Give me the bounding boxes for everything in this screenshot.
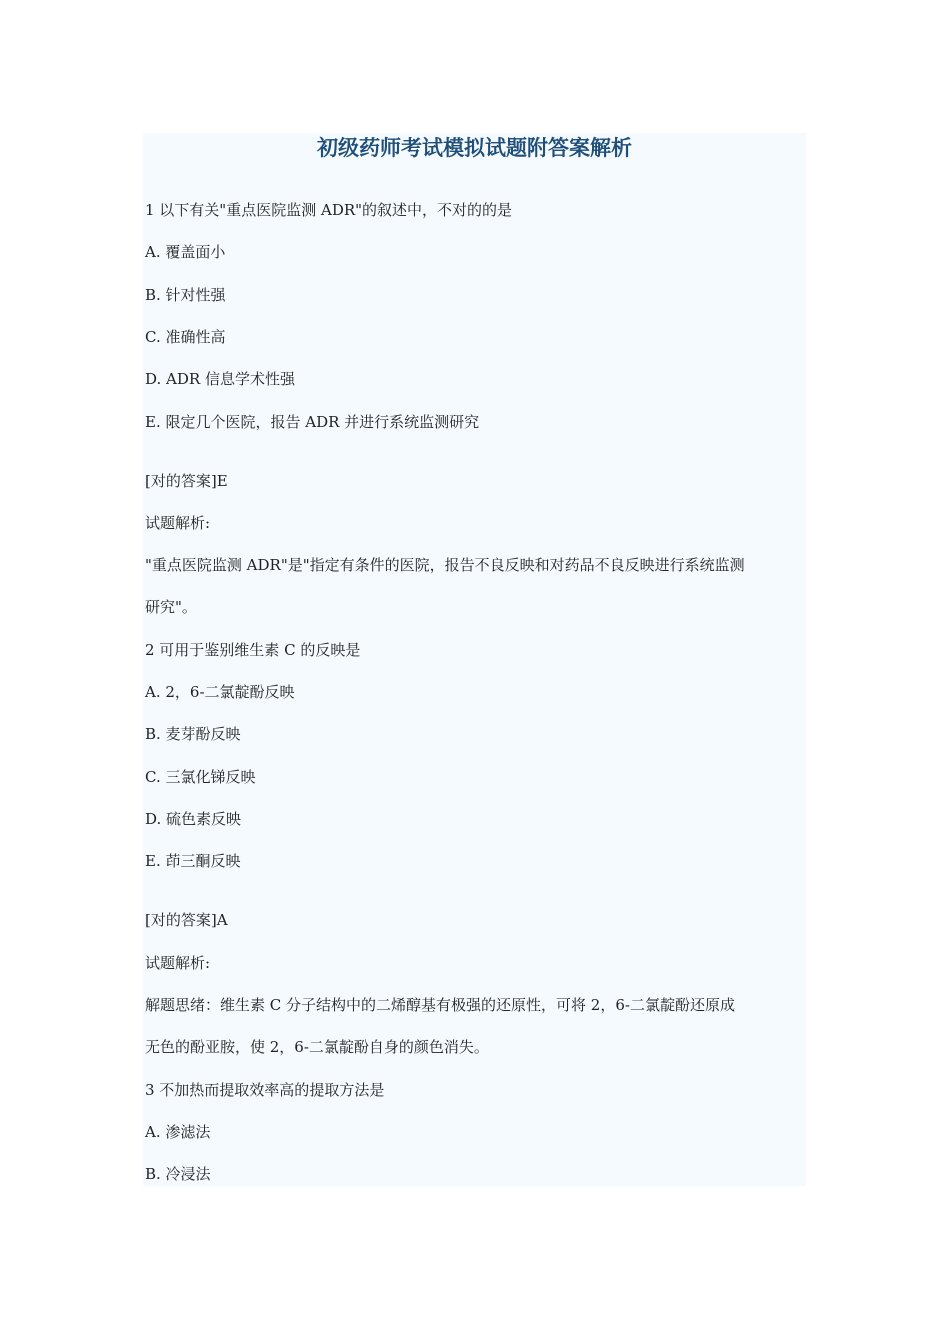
question-1: 1 以下有关"重点医院监测 ADR"的叙述中，不对的的是 (145, 201, 513, 219)
q1-option-b: B. 针对性强 (145, 286, 226, 304)
q2-analysis-line-1: 解题思绪：维生素 C 分子结构中的二烯醇基有极强的还原性，可将 2，6-二氯靛酚还原成 (145, 996, 735, 1014)
q2-option-b: B. 麦芽酚反映 (145, 725, 241, 743)
q2-option-e: E. 茚三酮反映 (145, 852, 241, 870)
q1-option-d: D. ADR 信息学术性强 (145, 370, 295, 388)
q1-option-e: E. 限定几个医院，报告 ADR 并进行系统监测研究 (145, 413, 480, 431)
page-title: 初级药师考试模拟试题附答案解析 (317, 136, 632, 160)
q1-option-c: C. 准确性高 (145, 328, 226, 346)
q3-option-a: A. 渗滤法 (145, 1123, 211, 1141)
question-2: 2 可用于鉴别维生素 C 的反映是 (145, 641, 361, 659)
q2-option-d: D. 硫色素反映 (145, 810, 242, 828)
q1-analysis-line-2: 研究"。 (145, 598, 197, 616)
q2-analysis-label: 试题解析: (145, 954, 211, 972)
q2-answer: [对的答案]A (145, 911, 228, 929)
q3-option-b: B. 冷浸法 (145, 1165, 211, 1183)
q1-analysis-line-1: "重点医院监测 ADR"是"指定有条件的医院，报告不良反映和对药品不良反映进行系统监测 (145, 556, 745, 574)
q1-option-a: A. 覆盖面小 (145, 243, 226, 261)
question-3: 3 不加热而提取效率高的提取方法是 (145, 1081, 385, 1099)
q1-answer: [对的答案]E (145, 472, 228, 490)
q2-option-a: A. 2，6-二氯靛酚反映 (145, 683, 295, 701)
q1-analysis-label: 试题解析: (145, 514, 211, 532)
q2-analysis-line-2: 无色的酚亚胺，使 2，6-二氯靛酚自身的颜色消失。 (145, 1038, 489, 1056)
q2-option-c: C. 三氯化锑反映 (145, 768, 256, 786)
